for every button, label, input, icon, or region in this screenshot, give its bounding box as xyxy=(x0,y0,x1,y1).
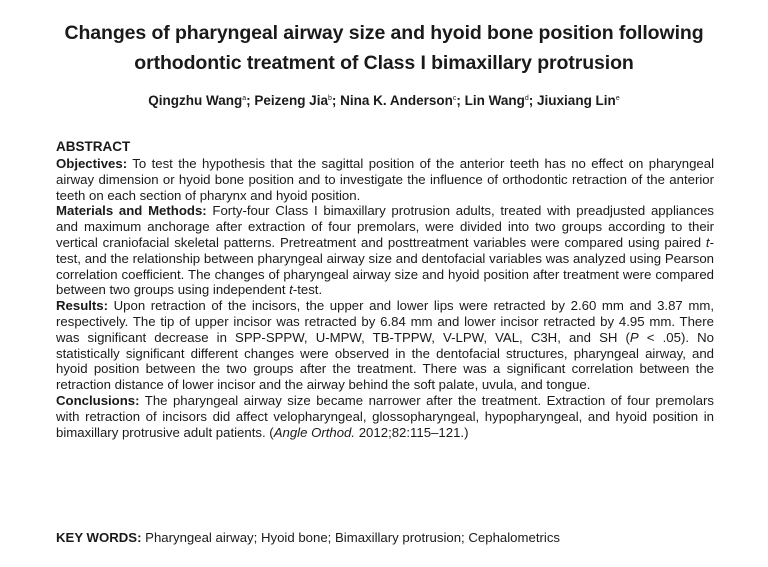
methods-text: -test. xyxy=(292,282,323,298)
author-name: Jiuxiang Lin xyxy=(537,93,616,108)
author-name: Lin Wang xyxy=(464,93,525,108)
author xyxy=(340,93,465,108)
results-paragraph xyxy=(56,298,714,393)
keywords-text: Pharyngeal airway; Hyoid bone; Bimaxillary protrusion; Cephalometrics xyxy=(141,530,561,545)
abstract-section xyxy=(56,139,714,440)
author xyxy=(465,93,537,108)
methods-label: Materials and Methods: xyxy=(56,203,207,219)
results-text: Upon retraction of the incisors, the upper and lower lips were retracted by 2.60 mm and 3.87 mm, respectively. The tip of upper incisor was retracted by 6.84 mm and lower incisor retracted by 4.95 mm. There was significant decrease in SPP-SPPW, U-MPW, TB-TPPW, V-LPW, VAL, C3H, and SH ( xyxy=(56,298,714,345)
objectives-paragraph xyxy=(56,156,714,203)
author-name: Qingzhu Wang xyxy=(148,93,243,108)
keywords-section xyxy=(56,530,714,546)
author xyxy=(254,93,340,108)
conclusions-paragraph xyxy=(56,393,714,440)
author-affiliation: b xyxy=(327,95,332,102)
author-affiliation: c xyxy=(452,95,457,102)
author-affiliation: e xyxy=(615,95,620,102)
author-separator: ; xyxy=(528,93,538,108)
author-list xyxy=(20,92,748,110)
paper-title xyxy=(20,18,748,78)
abstract-heading: ABSTRACT xyxy=(56,139,131,154)
methods-text: Forty-four Class I bimaxillary protrusion adults, treated with preadjusted appliances and maximum anchorage after extraction of four premolars, were divided into two groups according to their vertical craniofacial skeletal patterns. Pretreatment and posttreatment variables were compared using paired xyxy=(56,203,714,250)
title-line-2: orthodontic treatment of Class I bimaxillary protrusion xyxy=(134,52,634,74)
author xyxy=(537,93,620,108)
author-name: Nina K. Anderson xyxy=(340,93,453,108)
methods-text: -test, and the relationship between pharyngeal airway size and dentofacial variables was analyzed using Pearson correlation coefficient. The changes of pharyngeal airway size and hyoid position after treatment were compared between two groups using independent xyxy=(56,234,714,298)
citation-text: 2012;82:115–121.) xyxy=(355,424,469,440)
author-affiliation: a xyxy=(242,95,247,102)
objectives-label: Objectives: xyxy=(56,156,128,171)
keywords-label: KEY WORDS: xyxy=(56,530,142,545)
journal-name: Angle Orthod. xyxy=(273,424,356,440)
t-test-symbol: t xyxy=(705,234,710,250)
author-separator: ; xyxy=(331,93,341,108)
title-line-1: Changes of pharyngeal airway size and hyoid bone position following xyxy=(64,22,704,44)
results-label: Results: xyxy=(56,298,109,314)
methods-paragraph xyxy=(56,203,714,298)
author-affiliation: d xyxy=(524,95,529,102)
t-test-symbol: t xyxy=(289,282,293,298)
author-name: Peizeng Jia xyxy=(254,93,328,108)
results-text: < .05). No statistically significant different changes were observed in the dentofacial structures, pharyngeal airway, and hyoid position between the two groups after the treatment. There was a significant correlation between the retraction distance of lower incisor and the airway behind the soft palate, uvula, and tongue. xyxy=(56,329,714,393)
author-separator: ; xyxy=(456,93,465,108)
conclusions-text: The pharyngeal airway size became narrower after the treatment. Extraction of four premolars with retraction of incisors did affect velopharyngeal, glossopharyngeal, hypopharyngeal, and hyoid position in bimaxillary protrusive adult patients. ( xyxy=(56,392,714,440)
conclusions-label: Conclusions: xyxy=(56,392,140,408)
objectives-text: To test the hypothesis that the sagittal position of the anterior teeth has no effect on pharyngeal airway dimension or hyoid bone position and to investigate the influence of orthodontic retraction of the anterior teeth on each section of pharynx and hyoid position. xyxy=(56,156,714,203)
p-value-symbol: P xyxy=(629,329,639,345)
author-separator: ; xyxy=(246,93,255,108)
author xyxy=(148,93,254,108)
